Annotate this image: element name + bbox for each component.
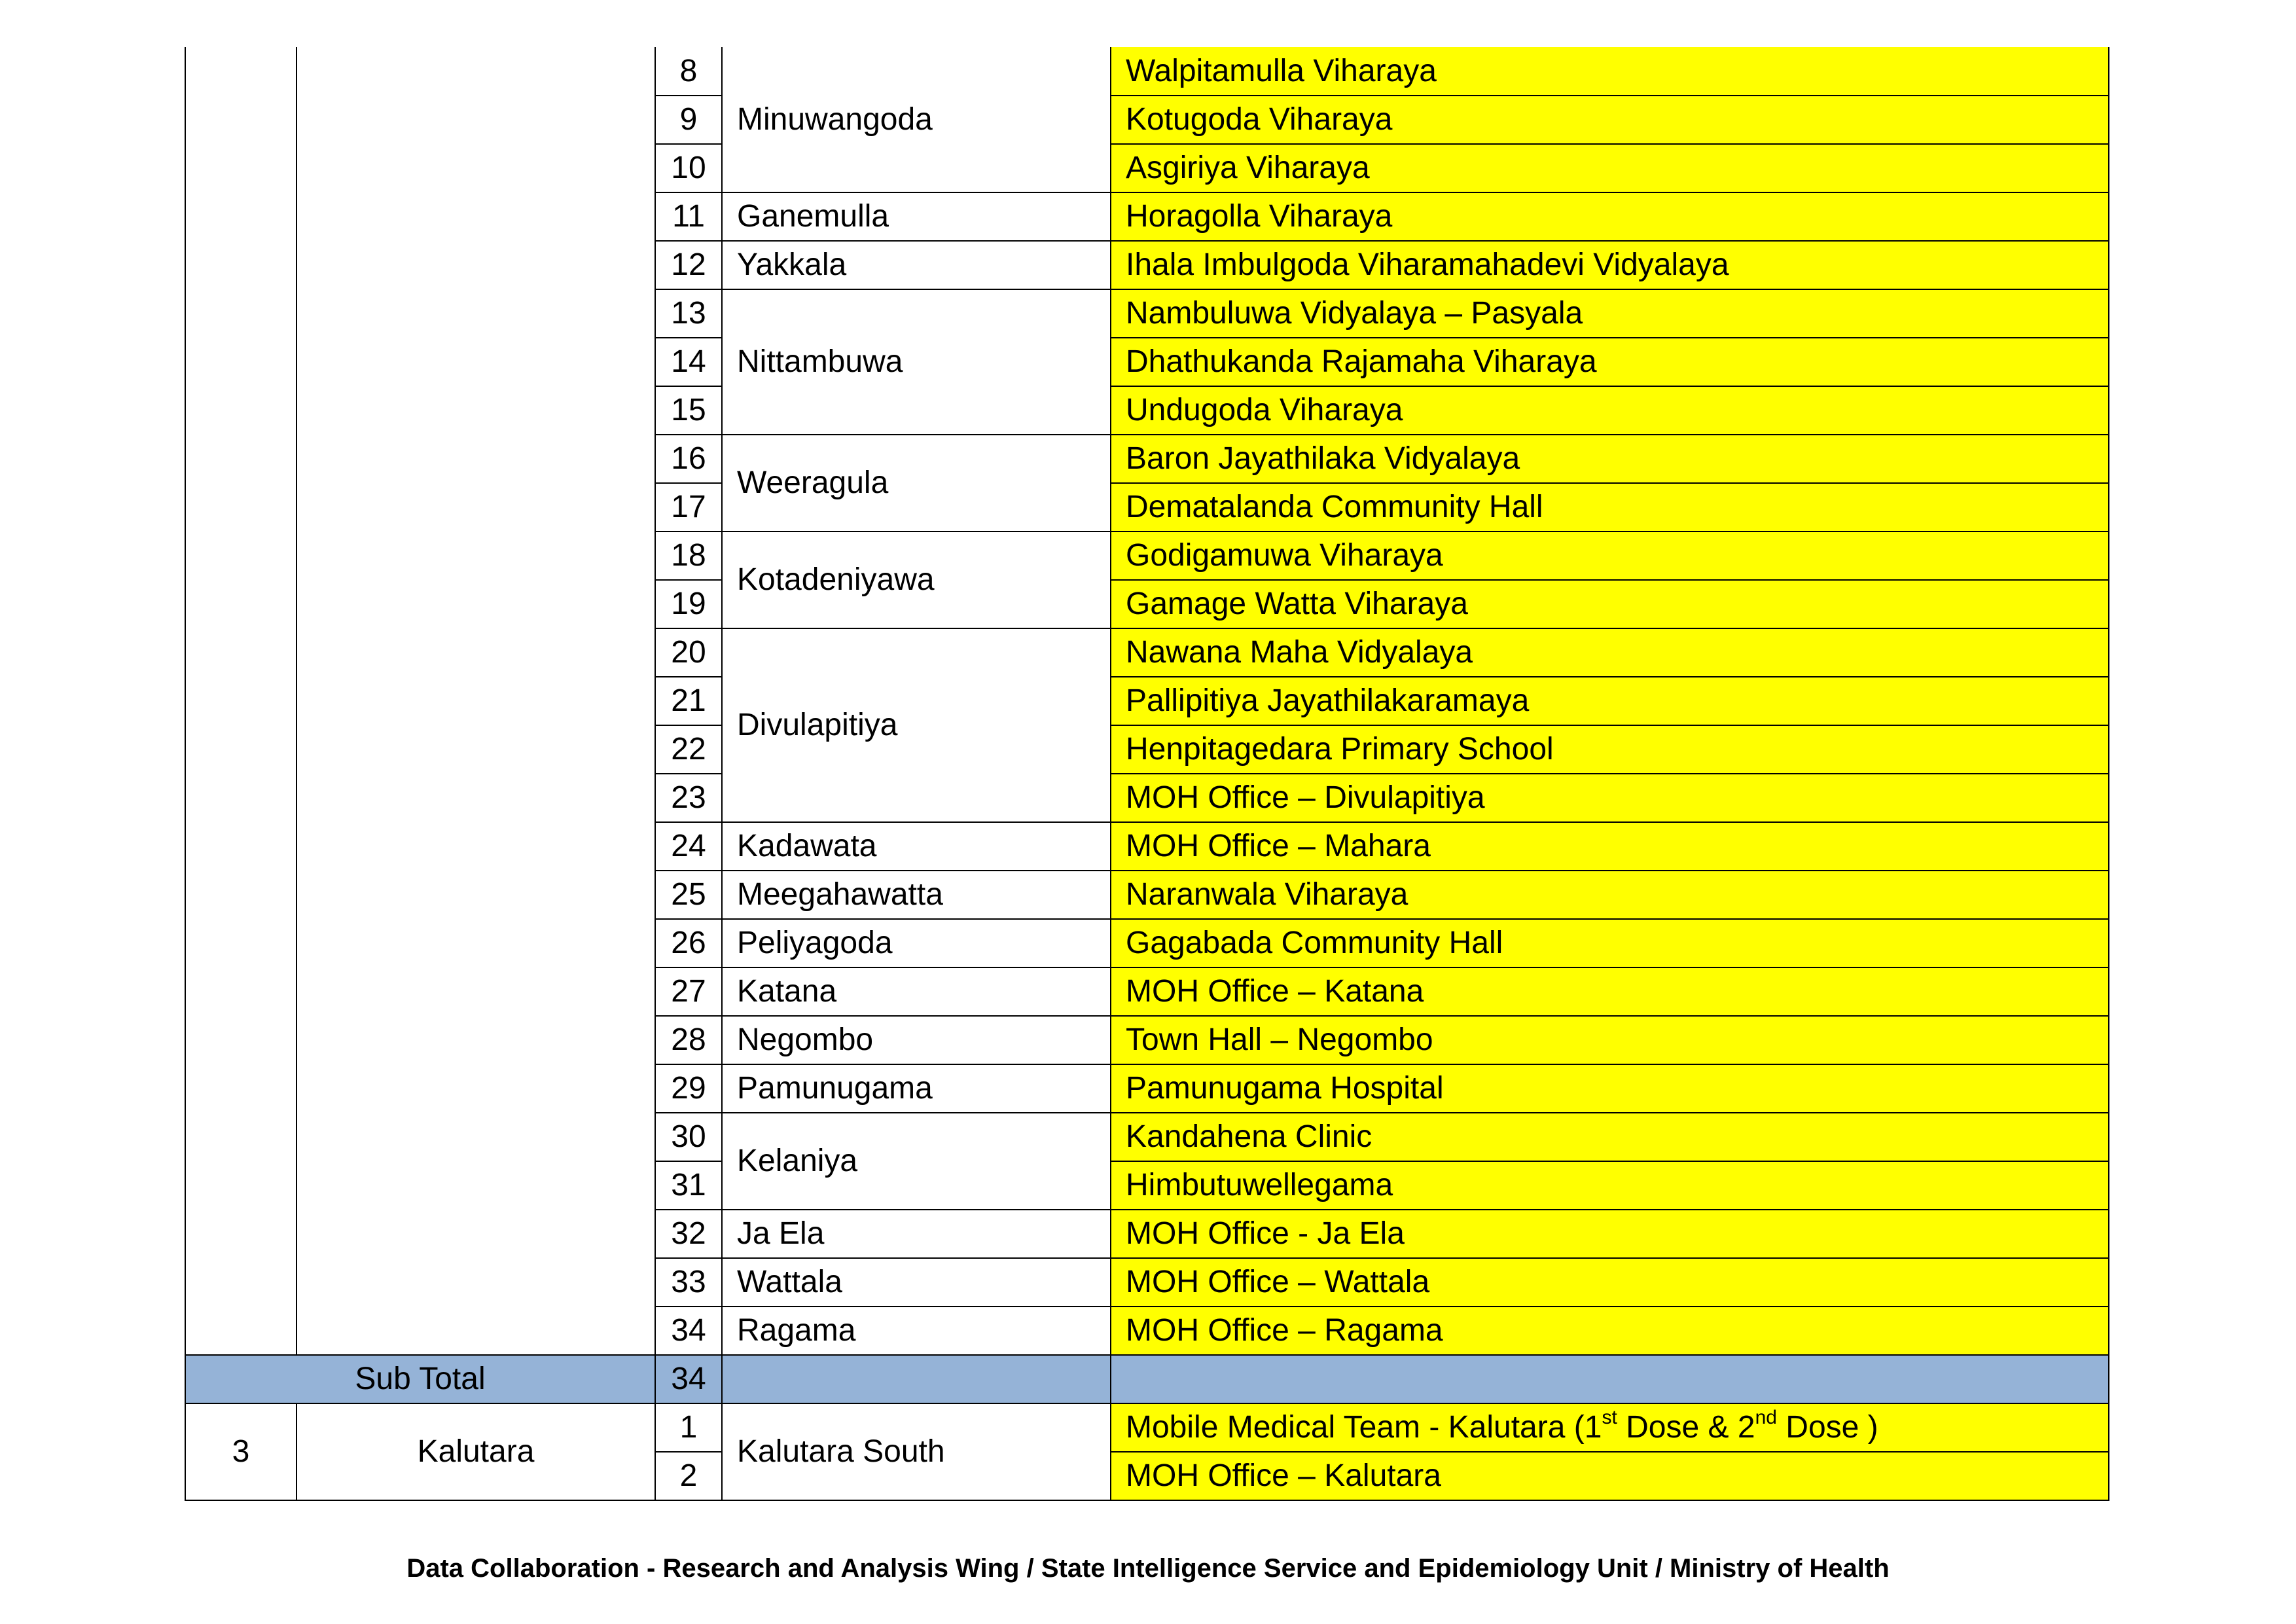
moh-area-cell: Weeragula — [722, 435, 1111, 532]
moh-area-cell: Kalutara South — [722, 1403, 1111, 1500]
ordinal-suffix: st — [1602, 1407, 1617, 1428]
vaccination-center-cell: Dematalanda Community Hall — [1111, 483, 2109, 532]
row-number: 10 — [655, 144, 722, 192]
vaccination-center-cell: MOH Office – Divulapitiya — [1111, 774, 2109, 822]
row-number: 8 — [655, 47, 722, 96]
vaccination-center-cell: MOH Office - Ja Ela — [1111, 1210, 2109, 1258]
subtotal-empty-center — [1111, 1355, 2109, 1403]
row-number: 24 — [655, 822, 722, 871]
moh-area-cell: Nittambuwa — [722, 289, 1111, 435]
row-number: 29 — [655, 1064, 722, 1113]
district-number: 3 — [185, 1403, 296, 1500]
vaccination-center-cell: Kotugoda Viharaya — [1111, 96, 2109, 144]
vaccination-center-cell: Henpitagedara Primary School — [1111, 725, 2109, 774]
vaccination-center-cell: MOH Office – Mahara — [1111, 822, 2109, 871]
vaccination-center-cell: Asgiriya Viharaya — [1111, 144, 2109, 192]
moh-area-cell: Kelaniya — [722, 1113, 1111, 1210]
moh-area-cell: Negombo — [722, 1016, 1111, 1064]
vaccination-center-cell: MOH Office – Ragama — [1111, 1307, 2109, 1355]
row-number: 21 — [655, 677, 722, 725]
vaccination-center-cell: Gamage Watta Viharaya — [1111, 580, 2109, 628]
moh-area-cell: Ja Ela — [722, 1210, 1111, 1258]
moh-area-cell: Yakkala — [722, 241, 1111, 289]
moh-area-cell: Minuwangoda — [722, 47, 1111, 192]
page-footer: Data Collaboration - Research and Analysis Wing / State Intelligence Service and Epidemiology Unit / Ministry of Health — [406, 1554, 1890, 1583]
vaccination-center-cell: MOH Office – Wattala — [1111, 1258, 2109, 1307]
moh-area-cell: Divulapitiya — [722, 628, 1111, 822]
vaccination-center-cell: Nawana Maha Vidyalaya — [1111, 628, 2109, 677]
moh-area-cell: Wattala — [722, 1258, 1111, 1307]
row-number: 16 — [655, 435, 722, 483]
row-number: 1 — [655, 1403, 722, 1452]
row-number: 25 — [655, 871, 722, 919]
vaccination-center-cell: Kandahena Clinic — [1111, 1113, 2109, 1161]
moh-area-cell: Meegahawatta — [722, 871, 1111, 919]
district-name: Kalutara — [296, 1403, 655, 1500]
vaccination-center-cell: MOH Office – Katana — [1111, 967, 2109, 1016]
table-row — [185, 47, 2109, 96]
row-number: 34 — [655, 1307, 722, 1355]
district-name-cell — [296, 47, 655, 1355]
row-number: 19 — [655, 580, 722, 628]
row-number: 32 — [655, 1210, 722, 1258]
vaccination-center-cell: Himbutuwellegama — [1111, 1161, 2109, 1210]
row-number: 18 — [655, 532, 722, 580]
vaccination-center-cell: Horagolla Viharaya — [1111, 192, 2109, 241]
vaccination-center-cell: Town Hall – Negombo — [1111, 1016, 2109, 1064]
row-number: 11 — [655, 192, 722, 241]
row-number: 2 — [655, 1452, 722, 1500]
row-number: 12 — [655, 241, 722, 289]
row-number: 9 — [655, 96, 722, 144]
district-no-cell — [185, 47, 296, 1355]
vaccination-center-cell: Godigamuwa Viharaya — [1111, 532, 2109, 580]
moh-area-cell: Katana — [722, 967, 1111, 1016]
vaccination-center-cell: Nambuluwa Vidyalaya – Pasyala — [1111, 289, 2109, 338]
row-number: 14 — [655, 338, 722, 386]
table-row — [185, 1403, 2109, 1452]
vaccination-center-cell: Pamunugama Hospital — [1111, 1064, 2109, 1113]
row-number: 28 — [655, 1016, 722, 1064]
row-number: 17 — [655, 483, 722, 532]
row-number: 22 — [655, 725, 722, 774]
moh-area-cell: Kadawata — [722, 822, 1111, 871]
vaccination-center-cell: Ihala Imbulgoda Viharamahadevi Vidyalaya — [1111, 241, 2109, 289]
row-number: 30 — [655, 1113, 722, 1161]
vaccination-center-cell — [1111, 1403, 2109, 1452]
subtotal-count: 34 — [655, 1355, 722, 1403]
row-number: 26 — [655, 919, 722, 967]
vaccination-center-cell: Gagabada Community Hall — [1111, 919, 2109, 967]
moh-area-cell: Ganemulla — [722, 192, 1111, 241]
row-number: 27 — [655, 967, 722, 1016]
row-number: 13 — [655, 289, 722, 338]
row-number: 15 — [655, 386, 722, 435]
vaccination-centers-table — [185, 47, 2109, 1501]
row-number: 31 — [655, 1161, 722, 1210]
subtotal-label: Sub Total — [185, 1355, 655, 1403]
vaccination-center-cell: Baron Jayathilaka Vidyalaya — [1111, 435, 2109, 483]
center-text-suffix: Dose ) — [1776, 1410, 1878, 1445]
moh-area-cell: Pamunugama — [722, 1064, 1111, 1113]
row-number: 23 — [655, 774, 722, 822]
vaccination-center-cell: Dhathukanda Rajamaha Viharaya — [1111, 338, 2109, 386]
moh-area-cell: Ragama — [722, 1307, 1111, 1355]
vaccination-center-cell: Walpitamulla Viharaya — [1111, 47, 2109, 96]
subtotal-empty-moh — [722, 1355, 1111, 1403]
moh-area-cell: Kotadeniyawa — [722, 532, 1111, 628]
center-text-prefix: Mobile Medical Team - Kalutara (1 — [1126, 1410, 1602, 1445]
ordinal-suffix: nd — [1755, 1407, 1777, 1428]
moh-area-cell: Peliyagoda — [722, 919, 1111, 967]
subtotal-row — [185, 1355, 2109, 1403]
center-text-mid: Dose & 2 — [1617, 1410, 1755, 1445]
vaccination-center-cell: Pallipitiya Jayathilakaramaya — [1111, 677, 2109, 725]
vaccination-center-cell: Naranwala Viharaya — [1111, 871, 2109, 919]
row-number: 20 — [655, 628, 722, 677]
vaccination-center-cell: Undugoda Viharaya — [1111, 386, 2109, 435]
vaccination-center-cell: MOH Office – Kalutara — [1111, 1452, 2109, 1500]
row-number: 33 — [655, 1258, 722, 1307]
